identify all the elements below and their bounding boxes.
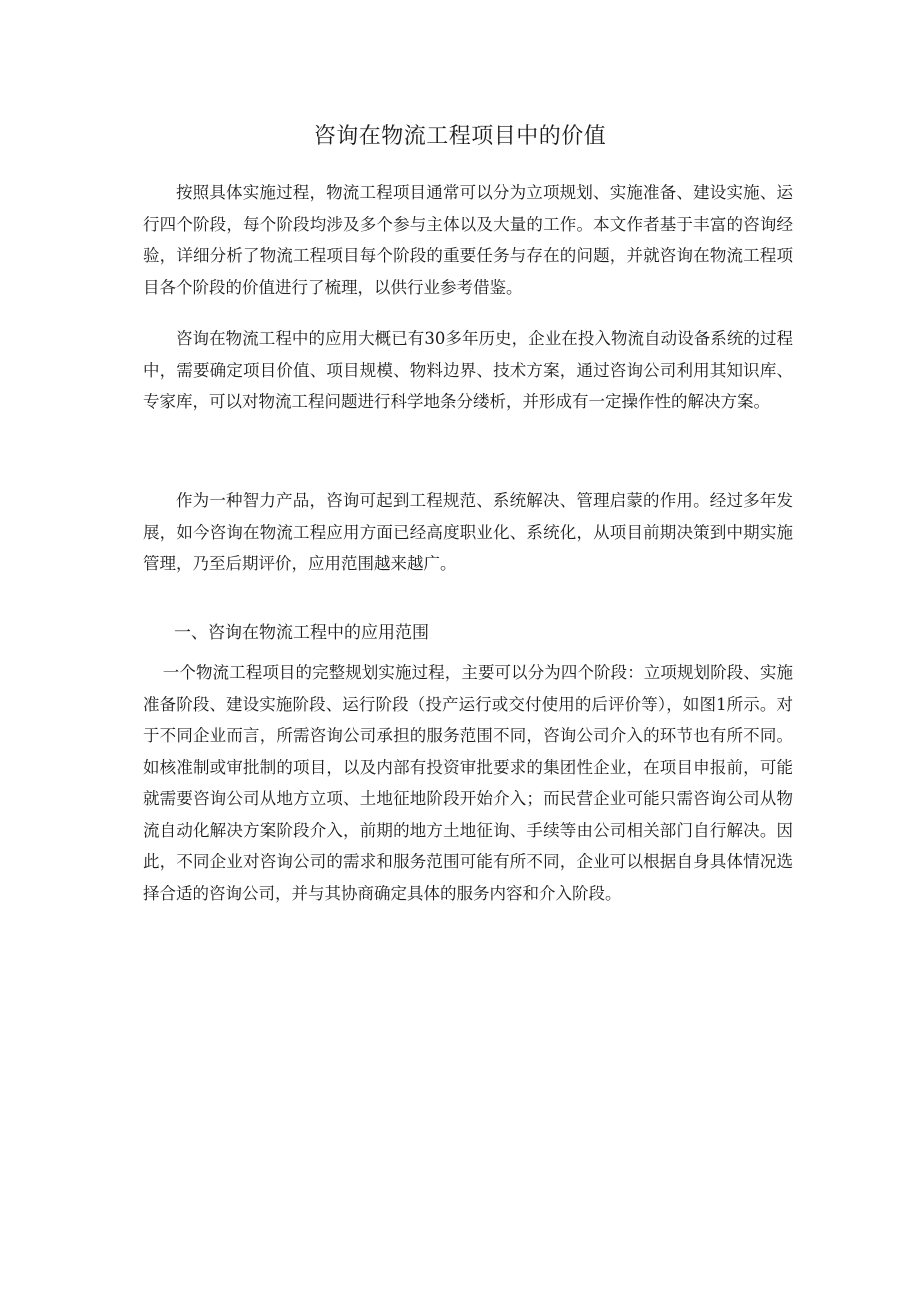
section-heading: 一、咨询在物流工程中的应用范围	[174, 623, 429, 643]
development-paragraph: 作为一种智力产品，咨询可起到工程规范、系统解决、管理启蒙的作用。经过多年发展，如今咨询在物流工程应用方面已经高度职业化、系统化，从项目前期决策到中期实施管理，乃至后期评价，应用范围越来越广。	[143, 491, 793, 573]
document-title: 咨询在物流工程项目中的价值	[313, 124, 607, 149]
history-paragraph: 咨询在物流工程中的应用大概已有30多年历史，企业在投入物流自动设备系统的过程中，需要确定项目价值、项目规模、物料边界、技术方案，通过咨询公司利用其知识库、专家库，可以对物流工程问题进行科学地条分缕析，并形成有一定操作性的解决方案。	[143, 329, 793, 411]
section-paragraph: 一个物流工程项目的完整规划实施过程，主要可以分为四个阶段：立项规划阶段、实施准备阶段、建设实施阶段、运行阶段（投产运行或交付使用的后评价等），如图1所示。对于不同企业而言，所需咨询公司承担的服务范围不同，咨询公司介入的环节也有所不同。如核准制或审批制的项目，以及内部有投资审批要求的集团性企业，在项目申报前，可能就需要咨询公司从地方立项、土地征地阶段开始介入；而民营企业可能只需咨询公司从物流自动化解决方案阶段介入，前期的地方土地征询、手续等由公司相关部门自行解决。因此，不同企业对咨询公司的需求和服务范围可能有所不同，企业可以根据自身具体情况选择合适的咨询公司，并与其协商确定具体的服务内容和介入阶段。	[143, 663, 793, 903]
intro-paragraph: 按照具体实施过程，物流工程项目通常可以分为立项规划、实施准备、建设实施、运行四个阶段，每个阶段均涉及多个参与主体以及大量的工作。本文作者基于丰富的咨询经验，详细分析了物流工程项目每个阶段的重要任务与存在的问题，并就咨询在物流工程项目各个阶段的价值进行了梳理，以供行业参考借鉴。	[143, 183, 793, 297]
